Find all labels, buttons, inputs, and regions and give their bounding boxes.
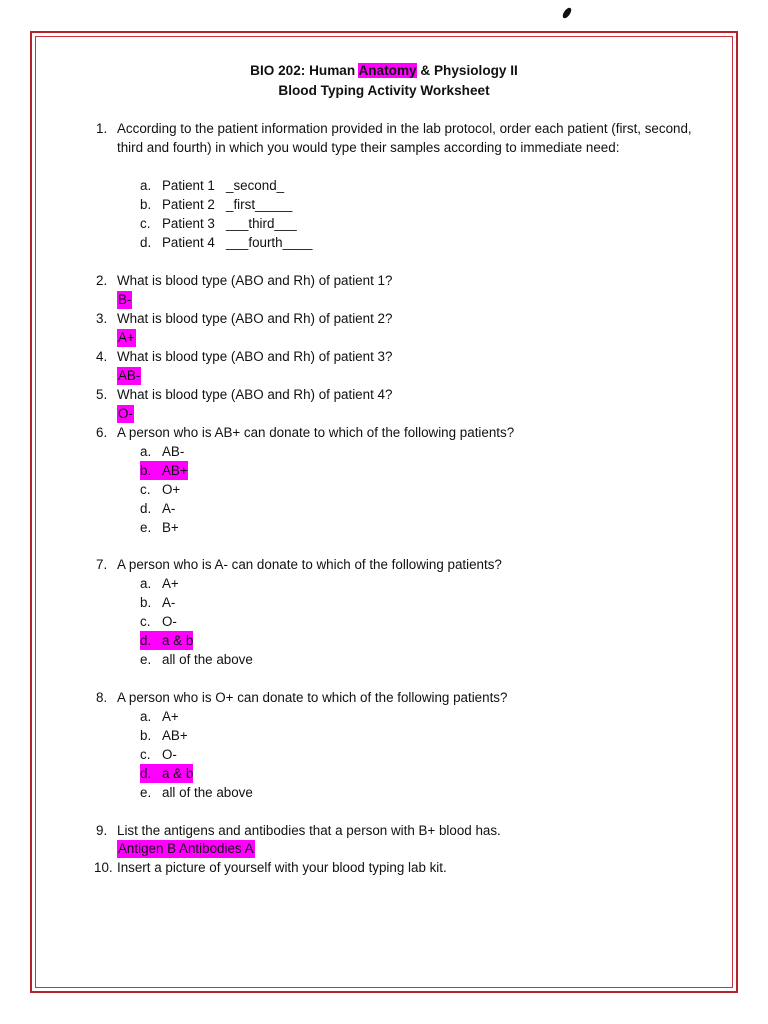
worksheet-title: BIO 202: Human Anatomy & Physiology II [250,63,518,78]
q1-option-d: d. Patient 4 ___fourth____ [140,235,313,250]
q6-option-e: e. B+ [140,520,179,535]
question-number: 1. [96,121,108,136]
q8-option-e: e. all of the above [140,785,253,800]
q7-option-b: b. A- [140,595,176,610]
q8-option-b: b. AB+ [140,728,188,743]
ink-mark [560,6,574,20]
q8-option-d-selected: d. a & b [140,766,194,781]
answer-9: Antigen B Antibodies A [118,841,254,856]
q7-option-c: c. O- [140,614,177,629]
q1-option-a: a. Patient 1 _second_ [140,178,285,193]
answer-3: A+ [118,330,135,345]
answer-4: AB- [118,368,141,383]
q7-option-e: e. all of the above [140,652,253,667]
q8-option-a: a. A+ [140,709,179,724]
q6-option-d: d. A- [140,501,176,516]
q1-option-b: b. Patient 2 _first_____ [140,197,293,212]
answer-5: O- [118,406,133,421]
q6-option-b-selected: b. AB+ [140,463,188,478]
q6-option-c: c. O+ [140,482,181,497]
question-text: According to the patient information provided in the lab protocol, order each patient (first, second, third and fourth) in which you would type their samples according to immediate need: [117,121,692,155]
q1-option-c: c. Patient 3 ___third___ [140,216,297,231]
q7-option-a: a. A+ [140,576,179,591]
q8-option-c: c. O- [140,747,177,762]
q6-option-a: a. AB- [140,444,185,459]
q7-option-d-selected: d. a & b [140,633,194,648]
answer-2: B- [118,292,132,307]
title-highlight: Anatomy [358,63,417,78]
worksheet-subtitle: Blood Typing Activity Worksheet [278,83,490,98]
